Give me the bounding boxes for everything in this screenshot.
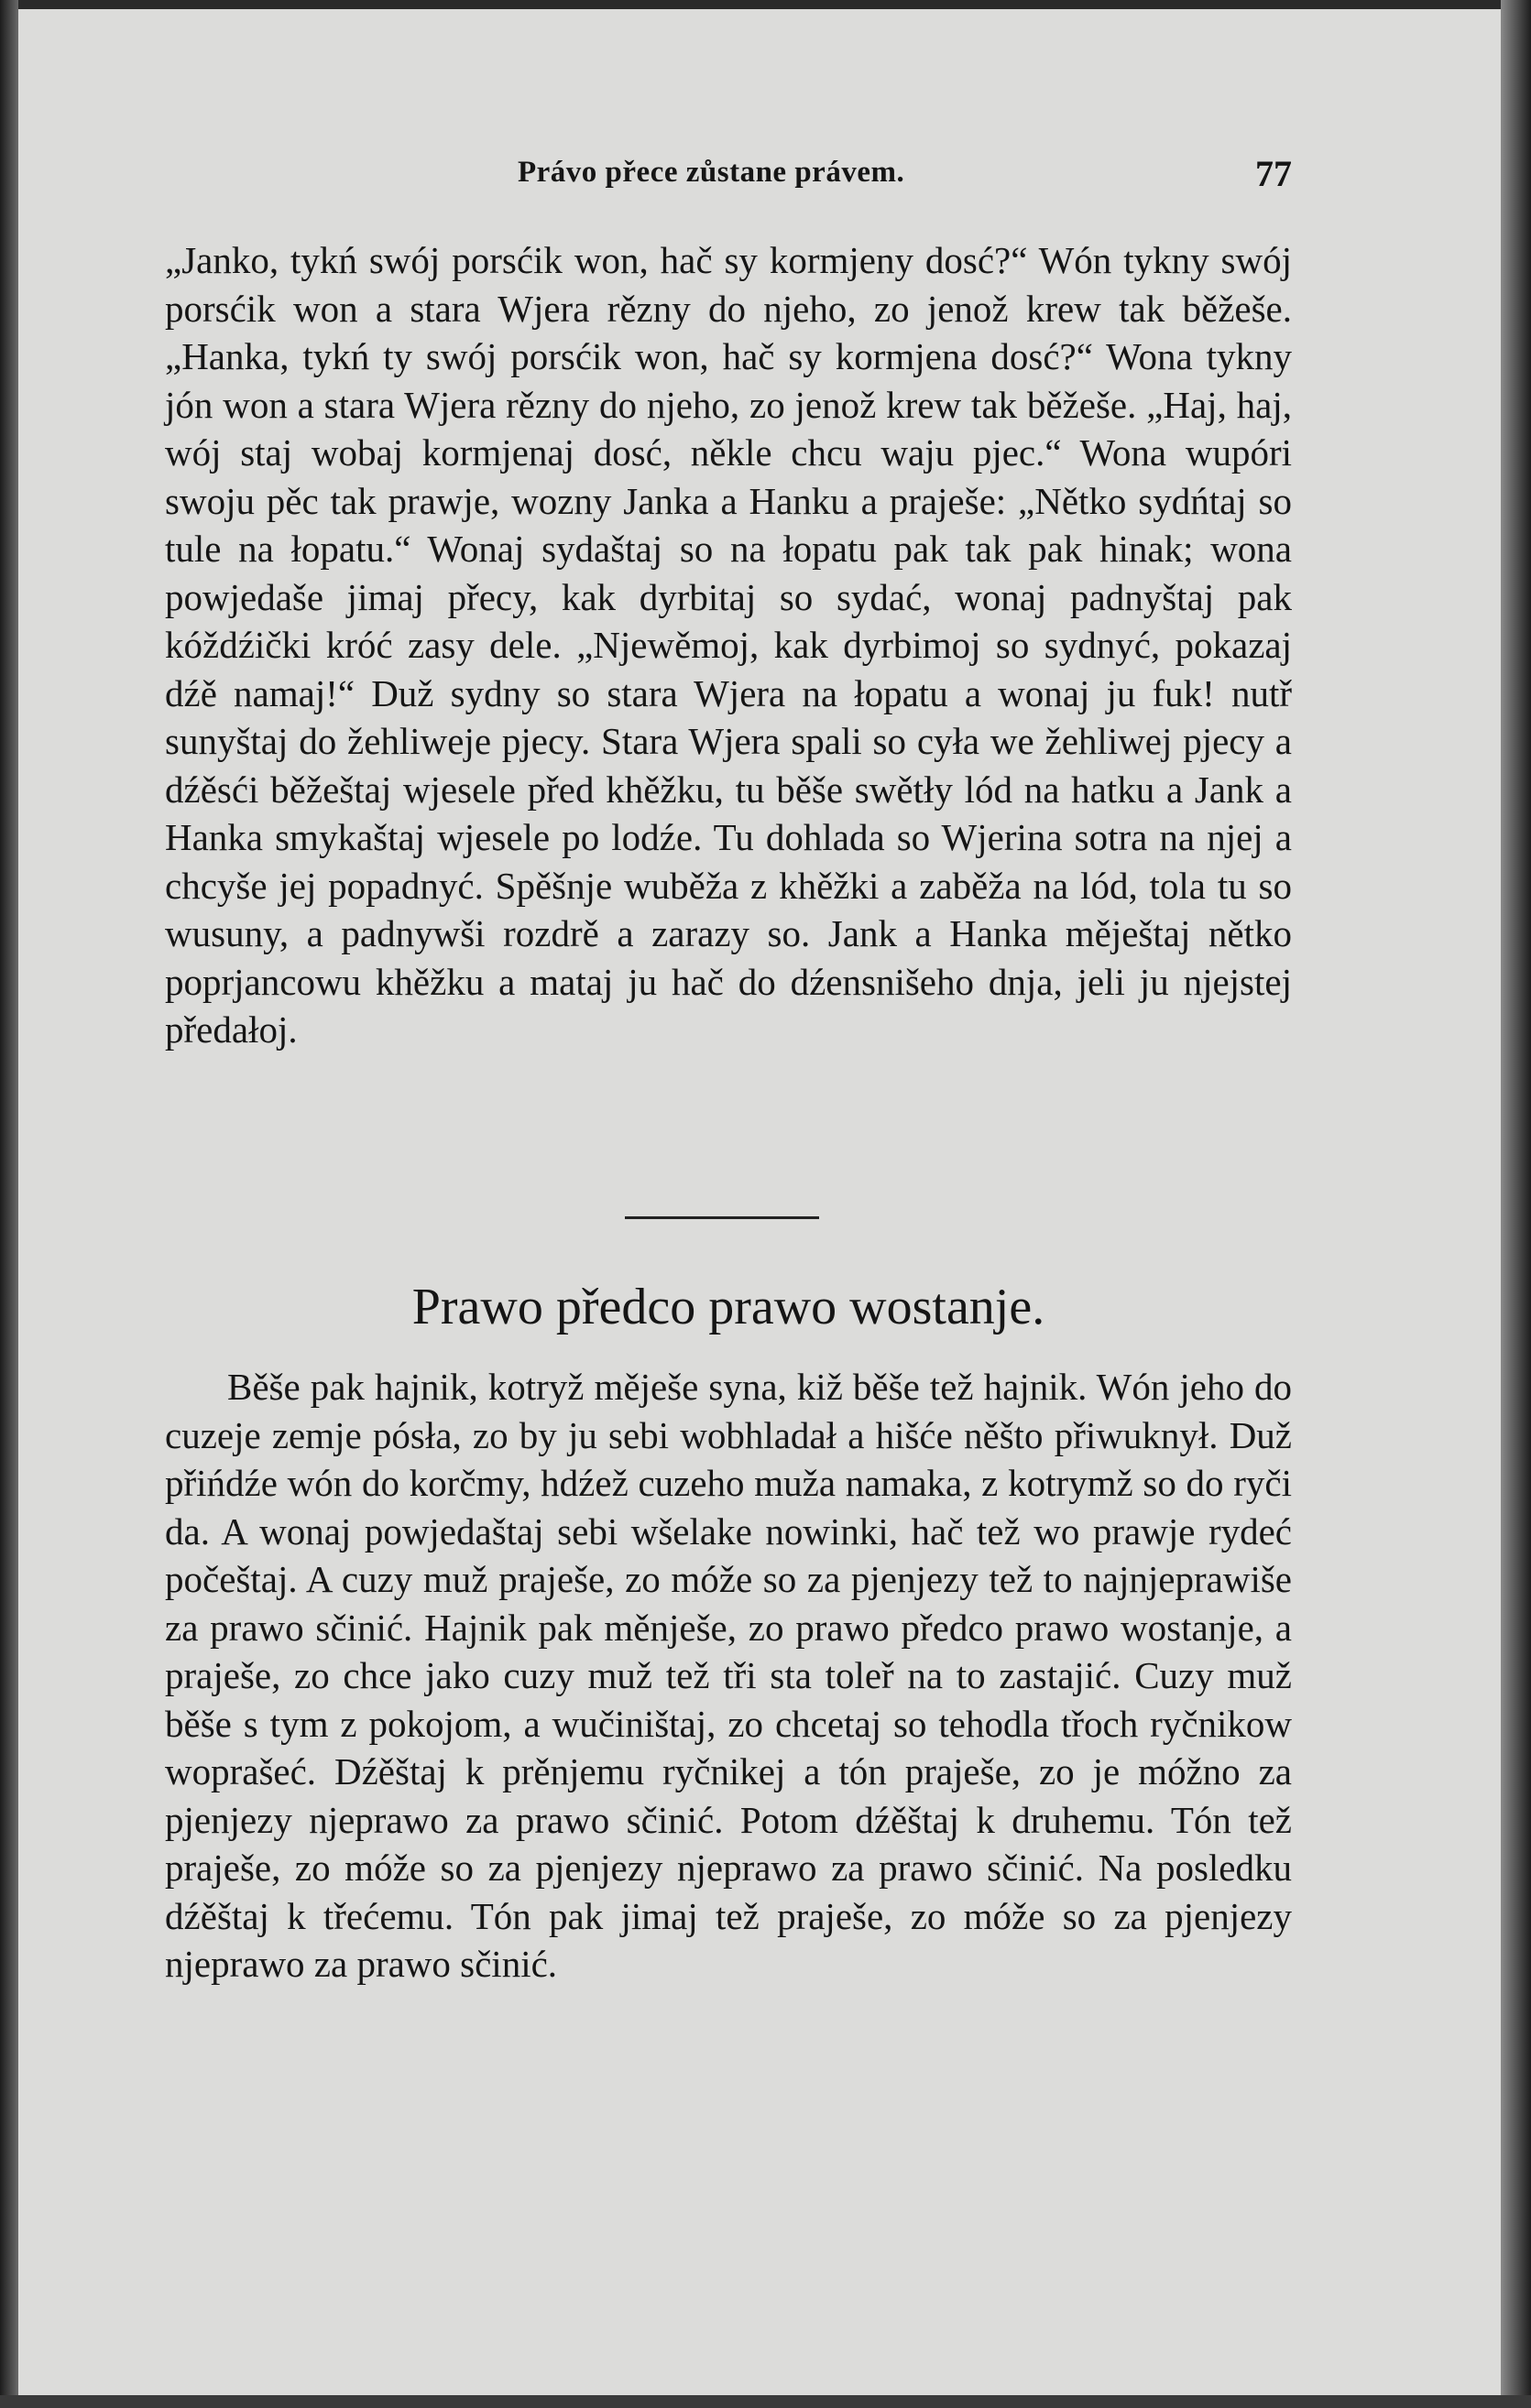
running-title: Právo přece zůstane právem. (518, 156, 905, 189)
paragraph-2: Běše pak hajnik, kotryž měješe syna, kiž běše tež hajnik. Wón jeho do cuzeje zemje pósła, zo by ju sebi wobhladał a hišće něšto přiwuknył. Duž přińdźe wón do korčmy, hdźež cuzeho muža namaka, z kotrymž so do ryči da. A wonaj powjedaštaj sebi wšelake nowinki, hač tež wo prawje rydeć počeštaj. A cuzy muž praješe, zo móže so za pjenjezy tež to najnjeprawiše za prawo sčinić. Hajnik pak měnješe, zo prawo předco prawo wostanje, a praješe, zo chce jako cuzy muž tež tři sta toleř na to zastajić. Cuzy muž běše s tym z pokojom, a wučiništaj, zo chcetaj so tehodla třoch ryčnikow woprašeć. Dźěštaj k prěnjemu ryčnikej a tón praješe, zo je móžno za pjenjezy njeprawo za prawo sčinić. Potom dźěštaj k druhemu. Tón tež praješe, zo móže so za pjenjezy njeprawo za prawo sčinić. Na posledku dźěštaj k třećemu. Tón pak jimaj tež praješe, zo móže so za pjenjezy njeprawo za prawo sčinić. (165, 1366, 1292, 1985)
section-divider (625, 1216, 819, 1219)
paragraph-1: „Janko, tykń swój porsćik won, hač sy kormjeny dosć?“ Wón tykny swój porsćik won a stara Wjera rězny do njeho, zo jenož krew tak běžeše. „Hanka, tykń ty swój porsćik won, hač sy kormjena dosć?“ Wona tykny jón won a stara Wjera rězny do njeho, zo jenož krew tak běžeše. „Haj, haj, wój staj wobaj kormjenaj dosć, někle chcu waju pjec.“ Wona wupóri swoju pěc tak prawje, wozny Janka a Hanku a praješe: „Nětko sydńtaj so tule na łopatu.“ Wonaj sydaštaj so na łopatu pak tak pak hinak; wona powjedaše jimaj přecy, kak dyrbitaj so sydać, wonaj padnyštaj pak kóždźički króć zasy dele. „Njewěmoj, kak dyrbimoj so sydnyć, pokazaj dźě namaj!“ Duž sydny so stara Wjera na łopatu a wonaj ju fuk! nutř sunyštaj do žehliweje pjecy. Stara Wjera spali so cyła we žehliwej pjecy a dźěsći běžeštaj wjesele před khěžku, tu běše swětły lód na hatku a Jank a Hanka smykaštaj wjesele po lodźe. Tu dohlada so Wjerina sotra na njej a chcyše jej popadnyć. Spěšnje wuběža z khěžki a zaběža na lód, tola tu so wusuny, a padnywši rozdrě a zarazy so. Jank a Hanka měještaj nětko poprjancowu khěžku a mataj ju hač do dźensnišeho dnja, jeli ju njejstej předałoj. (165, 239, 1292, 1051)
page-number: 77 (1255, 153, 1292, 194)
scan-edge-bottom (0, 2395, 1531, 2408)
scan-edge-left (0, 0, 18, 2408)
section-title: Prawo předco prawo wostanje. (411, 1279, 1045, 1335)
scan-edge-right (1501, 0, 1531, 2408)
book-page (18, 9, 1501, 2395)
running-head (165, 153, 1292, 202)
